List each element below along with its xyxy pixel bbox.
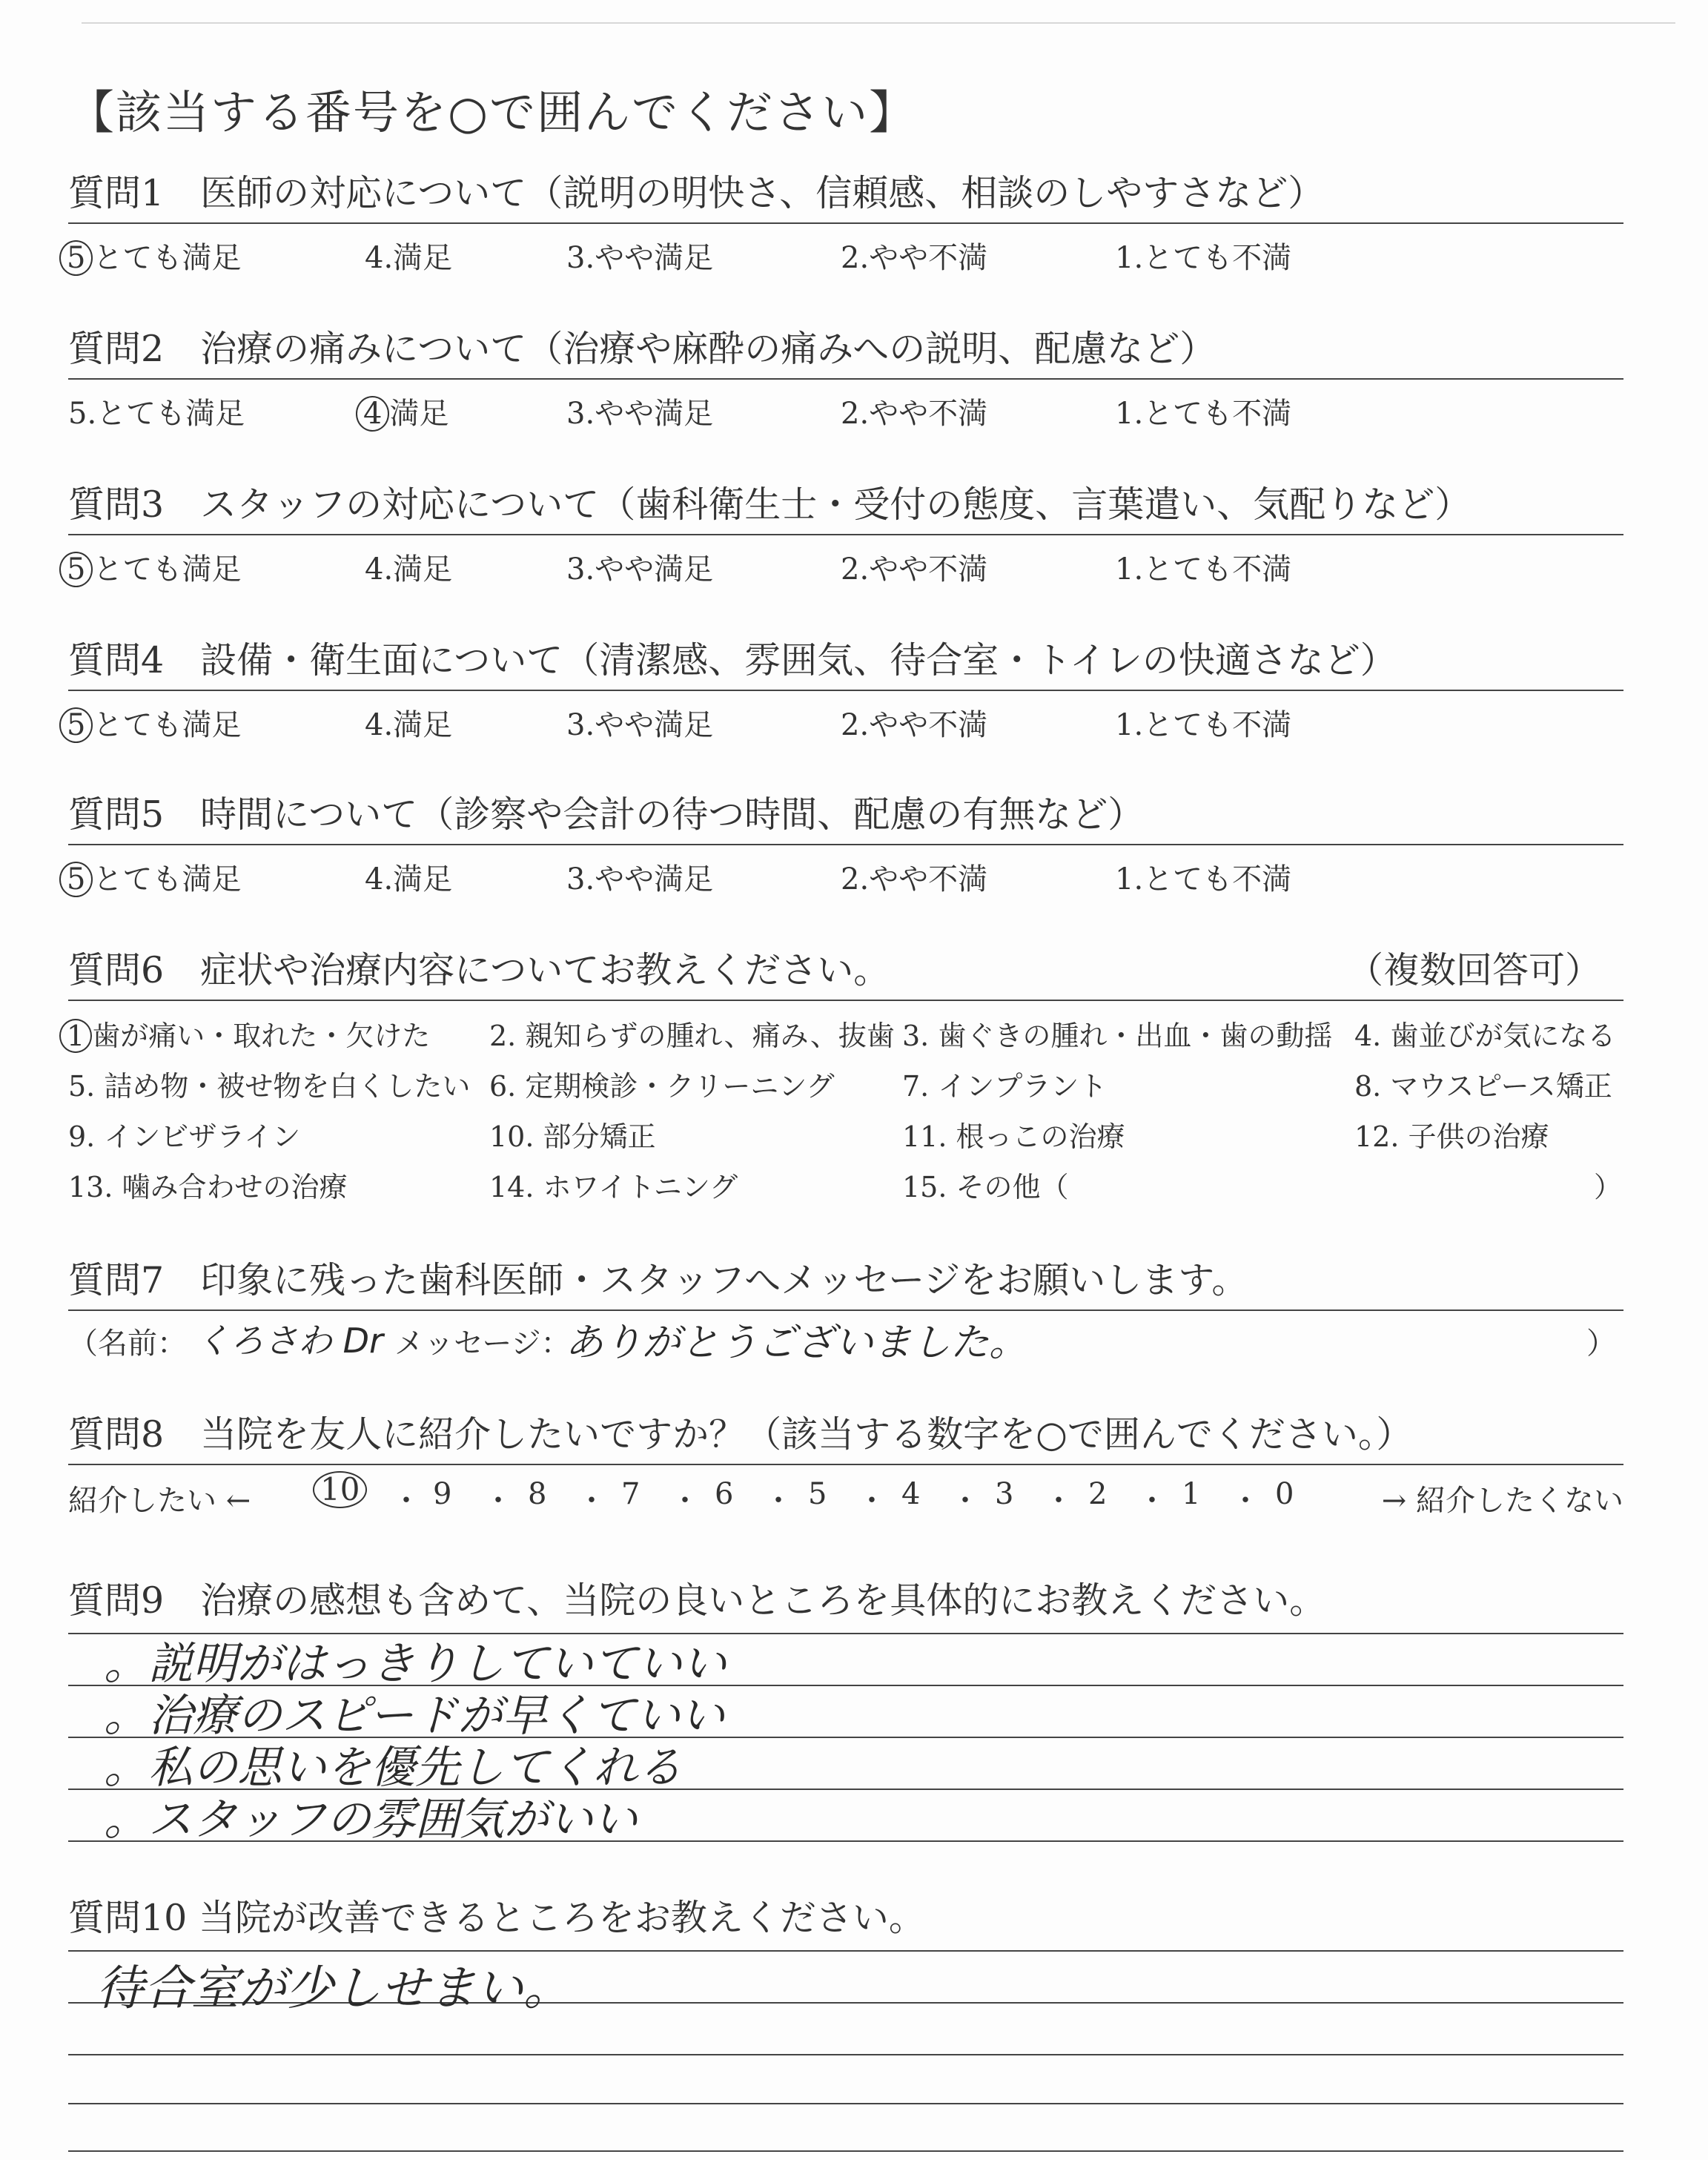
scale-8[interactable]: 8	[528, 1477, 547, 1511]
separator-dot: ・	[950, 1484, 980, 1518]
separator-dot: ・	[670, 1484, 700, 1518]
option-4[interactable]: 4.満足	[365, 708, 453, 742]
symptom-5[interactable]: 5. 詰め物・被せ物を白くしたい	[68, 1070, 471, 1103]
question-10-title: 質問10 当院が改善できるところをお教えください。	[68, 1897, 925, 1939]
option-1[interactable]: 1.とても不満	[1115, 552, 1292, 587]
symptom-14[interactable]: 14. ホワイトニング	[489, 1171, 738, 1203]
option-1[interactable]: 1.とても不満	[1115, 241, 1292, 275]
question-3-options	[68, 535, 1623, 595]
scale-2[interactable]: 2	[1088, 1477, 1108, 1511]
multiple-answers-note: （複数回答可）	[1346, 949, 1601, 991]
selection-circle: 5	[59, 862, 93, 897]
answer-line	[68, 2103, 1623, 2104]
option-4[interactable]	[365, 390, 448, 432]
option-2[interactable]: 2.やや不満	[841, 552, 988, 587]
symptom-8[interactable]: 8. マウスピース矯正	[1354, 1070, 1612, 1103]
symptom-13[interactable]: 13. 噛み合わせの治療	[68, 1171, 348, 1203]
separator-dot: ・	[857, 1484, 887, 1518]
option-1[interactable]: 1.とても不満	[1115, 708, 1292, 742]
question-7-title: 質問7 印象に残った歯科医師・スタッフへメッセージをお願いします。	[68, 1259, 1248, 1301]
separator-dot: ・	[1231, 1484, 1260, 1518]
message-label: メッセージ：	[394, 1327, 571, 1361]
option-3[interactable]: 3.やや満足	[566, 241, 714, 275]
question-9	[68, 1572, 1623, 1630]
option-2[interactable]: 2.やや不満	[841, 241, 988, 275]
message-line	[68, 1311, 1623, 1363]
question-6-title	[68, 942, 1623, 1000]
option-4[interactable]: 4.満足	[365, 552, 453, 587]
separator-dot: ・	[483, 1484, 513, 1518]
question-10	[68, 1889, 1623, 1947]
option-label: とても満足	[93, 708, 242, 742]
question-6-text: 質問6 症状や治療内容についてお教えください。	[68, 949, 890, 991]
good-point-2[interactable]: 。治療のスピードが早くていい	[104, 1690, 725, 1742]
option-2[interactable]: 2.やや不満	[841, 862, 988, 896]
question-7	[68, 1252, 1623, 1363]
separator-dot: ・	[764, 1484, 793, 1518]
scale-0[interactable]: 0	[1275, 1477, 1294, 1511]
option-5[interactable]	[68, 234, 241, 277]
name-label: （名前：	[68, 1327, 187, 1361]
question-3-title: 質問3 スタッフの対応について（歯科衛生士・受付の態度、言葉遣い、気配りなど）	[68, 483, 1472, 526]
symptom-15[interactable]: 15. その他（	[902, 1171, 1069, 1203]
scale-6[interactable]: 6	[715, 1477, 734, 1511]
separator-dot: ・	[1137, 1484, 1167, 1518]
question-2-title: 質問2 治療の痛みについて（治療や麻酔の痛みへの説明、配慮など）	[68, 328, 1217, 370]
question-4	[68, 632, 1623, 750]
top-border	[82, 22, 1675, 24]
question-5-options	[68, 845, 1623, 905]
question-5	[68, 786, 1623, 905]
question-5-title: 質問5 時間について（診察や会計の待つ時間、配慮の有無など）	[68, 793, 1145, 836]
symptom-12[interactable]: 12. 子供の治療	[1354, 1120, 1549, 1153]
selection-circle: 4	[356, 396, 389, 432]
selection-circle: 5	[59, 240, 93, 276]
question-8	[68, 1406, 1623, 1525]
option-3[interactable]: 3.やや満足	[566, 862, 714, 896]
option-5[interactable]	[68, 856, 241, 898]
message-close-paren: ）	[1586, 1327, 1616, 1361]
selection-circle: 5	[59, 552, 93, 587]
separator-dot: ・	[391, 1484, 421, 1518]
option-5[interactable]: 5.とても満足	[68, 397, 245, 431]
referral-scale	[68, 1465, 1623, 1525]
scale-right-label: → 紹介したくない	[1381, 1484, 1623, 1518]
option-label: 満足	[389, 397, 449, 431]
answer-line	[68, 2150, 1623, 2152]
option-label: とても満足	[93, 241, 242, 275]
option-1[interactable]: 1.とても不満	[1115, 862, 1292, 896]
answer-line	[68, 2054, 1623, 2055]
scale-7[interactable]: 7	[621, 1477, 640, 1511]
option-label: 歯が痛い・取れた・欠けた	[92, 1020, 431, 1052]
symptom-10[interactable]: 10. 部分矯正	[489, 1120, 656, 1153]
symptom-1[interactable]	[68, 1013, 430, 1054]
question-1-options	[68, 224, 1623, 283]
question-2-options	[68, 380, 1623, 439]
scale-left-label: 紹介したい ←	[68, 1484, 251, 1518]
option-5[interactable]	[68, 546, 241, 588]
selection-circle: 5	[59, 707, 93, 743]
question-3	[68, 476, 1623, 595]
scale-5[interactable]: 5	[808, 1477, 827, 1511]
name-value[interactable]: くろさわ Dr	[196, 1321, 383, 1361]
question-4-title: 質問4 設備・衛生面について（清潔感、雰囲気、待合室・トイレの快適さなど）	[68, 639, 1397, 681]
page-header: 【該当する番号を○で囲んでください】	[68, 85, 917, 139]
option-3[interactable]: 3.やや満足	[566, 552, 714, 587]
question-8-title: 質問8 当院を友人に紹介したいですか？（該当する数字を○で囲んでください。）	[68, 1413, 1413, 1456]
scale-9[interactable]: 9	[433, 1477, 452, 1511]
option-3[interactable]: 3.やや満足	[566, 708, 714, 742]
option-1[interactable]: 1.とても不満	[1115, 397, 1292, 431]
scale-4[interactable]: 4	[901, 1477, 921, 1511]
option-label: とても満足	[93, 862, 242, 896]
question-6	[68, 942, 1623, 1212]
symptom-2[interactable]: 2. 親知らずの腫れ、痛み、抜歯	[489, 1020, 895, 1052]
other-close-paren: ）	[1594, 1171, 1623, 1203]
good-point-4[interactable]: 。スタッフの雰囲気がいい	[104, 1794, 638, 1846]
symptom-3[interactable]: 3. 歯ぐきの腫れ・出血・歯の動揺	[902, 1020, 1333, 1052]
separator-dot: ・	[577, 1484, 606, 1518]
question-2	[68, 320, 1623, 439]
selection-circle: 1	[59, 1019, 92, 1053]
symptom-11[interactable]: 11. 根っこの治療	[902, 1120, 1125, 1153]
scale-10[interactable]: 10	[313, 1471, 367, 1508]
scale-1[interactable]: 1	[1182, 1477, 1201, 1511]
separator-dot: ・	[1044, 1484, 1073, 1518]
question-4-options	[68, 691, 1623, 750]
question-1	[68, 165, 1623, 283]
scale-3[interactable]: 3	[995, 1477, 1014, 1511]
symptom-options	[68, 1001, 1623, 1212]
message-value[interactable]: ありがとうございました。	[565, 1321, 1028, 1365]
improvement-1[interactable]: 待合室が少しせまい。	[96, 1961, 571, 2016]
symptom-6[interactable]: 6. 定期検診・クリーニング	[489, 1070, 835, 1103]
option-4[interactable]: 4.満足	[365, 862, 453, 896]
option-2[interactable]: 2.やや不満	[841, 397, 988, 431]
good-point-3[interactable]: 。私の思いを優先してくれる	[104, 1742, 682, 1794]
good-point-1[interactable]: 。説明がはっきりしていていい	[104, 1638, 726, 1690]
option-2[interactable]: 2.やや不満	[841, 708, 988, 742]
option-5[interactable]	[68, 701, 241, 744]
option-3[interactable]: 3.やや満足	[566, 397, 714, 431]
option-4[interactable]: 4.満足	[365, 241, 453, 275]
symptom-9[interactable]: 9. インビザライン	[68, 1120, 301, 1153]
question-9-title: 質問9 治療の感想も含めて、当院の良いところを具体的にお教えください。	[68, 1579, 1326, 1622]
symptom-7[interactable]: 7. インプラント	[902, 1070, 1108, 1103]
option-label: とても満足	[93, 552, 242, 587]
symptom-4[interactable]: 4. 歯並びが気になる	[1354, 1020, 1616, 1052]
question-1-title: 質問1 医師の対応について（説明の明快さ、信頼感、相談のしやすさなど）	[68, 172, 1325, 214]
